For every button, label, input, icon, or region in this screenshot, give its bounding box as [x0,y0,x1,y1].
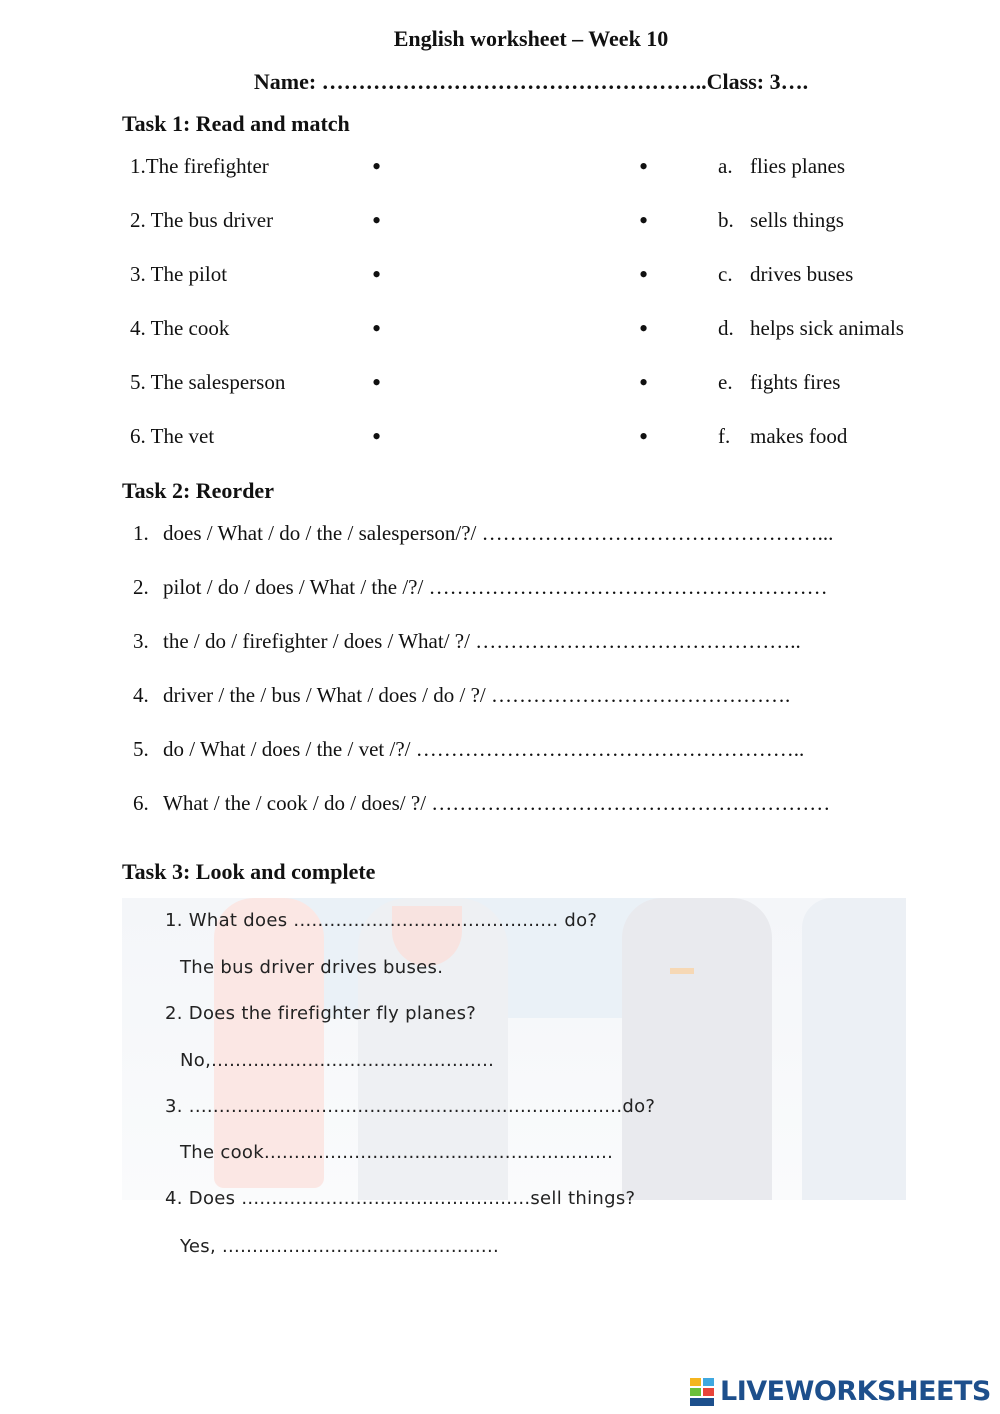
task3-heading: Task 3: Look and complete [122,859,376,884]
task3-line-2: The bus driver drives buses. [180,957,444,978]
match-right-text-d: helps sick animals [750,316,904,340]
match-right-letter-b: b. [718,208,734,232]
reorder-item-6[interactable]: What / the / cook / do / does/ ?/ ………………………………………………… [163,791,831,815]
reorder-num-6: 6. [133,791,149,815]
match-dot-right-f[interactable]: • [639,422,649,451]
match-dot-right-d[interactable]: • [639,314,649,343]
match-dot-right-b[interactable]: • [639,206,649,235]
liveworksheets-logo-icon [690,1376,716,1406]
match-left-4: 4. The cook [130,316,230,340]
match-right-text-e: fights fires [750,370,841,394]
match-left-2: 2. The bus driver [130,208,274,232]
match-right-letter-f: f. [718,424,731,448]
match-right-letter-a: a. [718,154,733,178]
liveworksheets-logo [690,1374,991,1408]
match-right-text-b: sells things [750,208,844,232]
match-left-1: 1.The firefighter [130,154,269,178]
match-dot-right-c[interactable]: • [639,260,649,289]
name-class-line: Name: ……………………………………………..Class: 3…. [253,69,809,94]
match-right-text-f: makes food [750,424,848,448]
task3-line-6[interactable]: The cook.......................................................... [180,1142,614,1163]
task2-heading: Task 2: Reorder [122,478,274,503]
match-dot-left-6[interactable]: • [372,422,382,451]
match-dot-right-a[interactable]: • [639,152,649,181]
reorder-item-4[interactable]: driver / the / bus / What / does / do / ?/ ……………………………………. [163,683,791,707]
match-right-letter-d: d. [718,316,734,340]
liveworksheets-logo-text: LIVEWORKSHEETS [720,1375,991,1407]
reorder-num-3: 3. [133,629,149,653]
match-left-3: 3. The pilot [130,262,228,286]
reorder-item-5[interactable]: do / What / does / the / vet /?/ ……………………………………………….. [163,737,805,761]
reorder-item-2[interactable]: pilot / do / does / What / the /?/ ………………………………………………… [163,575,828,599]
reorder-num-2: 2. [133,575,149,599]
task3-line-1[interactable]: 1. What does ............................................ do? [165,910,598,931]
match-left-5: 5. The salesperson [130,370,286,394]
match-right-letter-c: c. [718,262,733,286]
match-left-6: 6. The vet [130,424,215,448]
task1-heading: Task 1: Read and match [122,111,350,136]
task3-line-5[interactable]: 3. ........................................................................do? [165,1096,656,1117]
match-right-text-a: flies planes [750,154,846,178]
orange-badge [670,968,694,974]
police-figure [802,898,906,1200]
match-dot-right-e[interactable]: • [639,368,649,397]
reorder-item-1[interactable]: does / What / do / the / salesperson/?/ …………………………………………... [163,521,834,545]
firefighter-figure [622,898,772,1200]
reorder-item-3[interactable]: the / do / firefighter / does / What/ ?/ ……………………………………….. [163,629,801,653]
match-dot-left-1[interactable]: • [372,152,382,181]
match-right-text-c: drives buses [750,262,854,286]
reorder-num-1: 1. [133,521,149,545]
task3-line-3: 2. Does the firefighter fly planes? [165,1003,477,1024]
reorder-num-4: 4. [133,683,149,707]
match-dot-left-5[interactable]: • [372,368,382,397]
reorder-num-5: 5. [133,737,149,761]
page-title: English worksheet – Week 10 [393,26,669,51]
task3-line-7[interactable]: 4. Does ................................................sell things? [165,1188,636,1209]
match-dot-left-3[interactable]: • [372,260,382,289]
task3-illustration [122,898,906,1200]
match-dot-left-2[interactable]: • [372,206,382,235]
task3-line-8[interactable]: Yes, .............................................. [180,1236,499,1257]
match-right-letter-e: e. [718,370,733,394]
match-dot-left-4[interactable]: • [372,314,382,343]
task3-line-4[interactable]: No,............................................... [180,1050,495,1071]
